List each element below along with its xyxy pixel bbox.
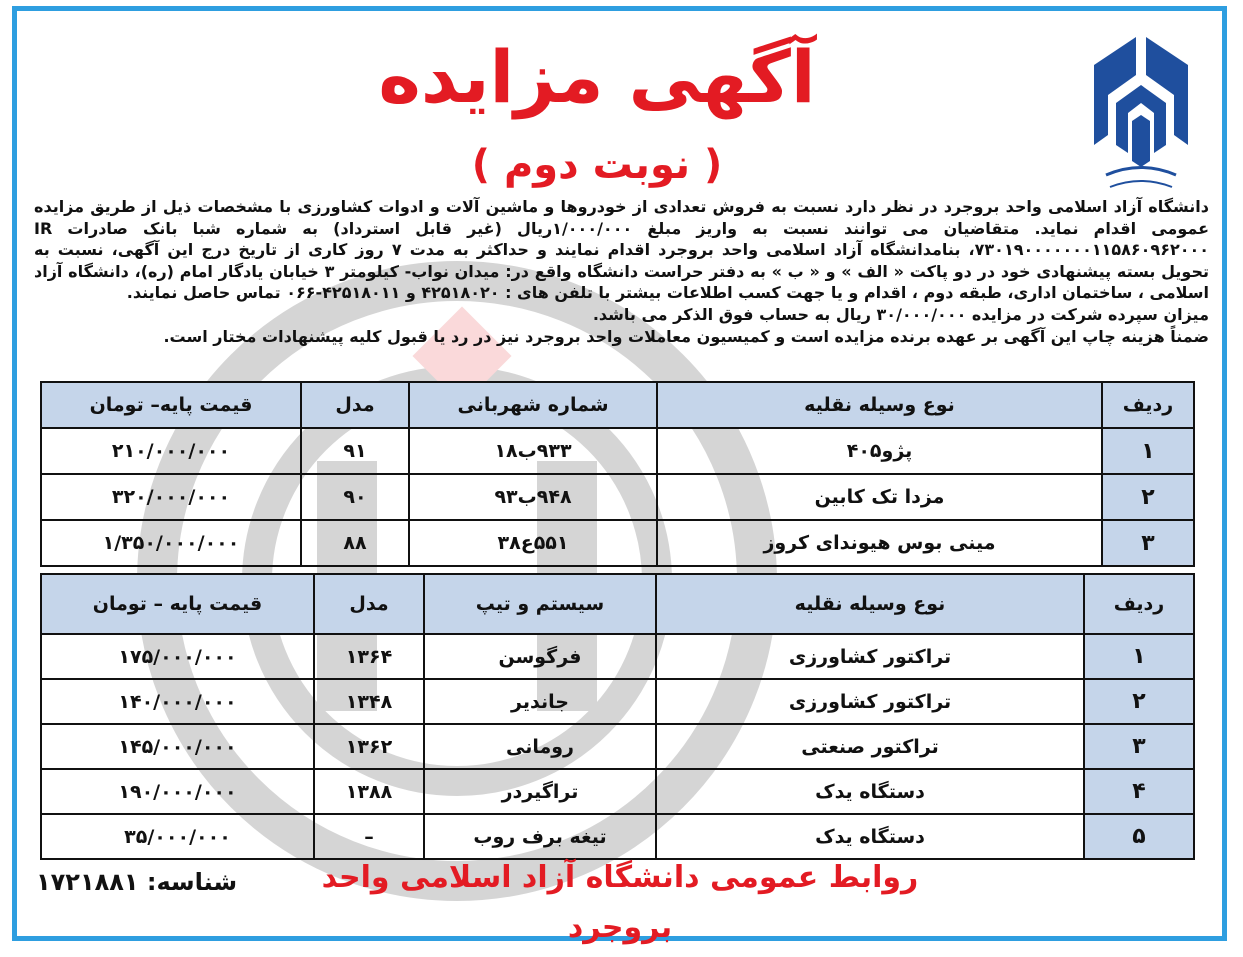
model-year: ۱۳۶۲ [314, 724, 424, 769]
row-index: ۳ [1084, 724, 1194, 769]
plate-number: ۵۵۱ع۳۸ [409, 520, 657, 566]
header-cell: نوع وسیله نقلیه [657, 382, 1102, 428]
system-type: رومانی [424, 724, 656, 769]
row-index: ۲ [1084, 679, 1194, 724]
code-label: شناسه: [146, 868, 238, 896]
vehicles-table [40, 381, 1195, 567]
vehicle-type: مزدا تک کابین [657, 474, 1102, 520]
vehicle-type: دستگاه یدک [656, 814, 1084, 859]
ad-subtitle: ( نوبت دوم ) [471, 142, 723, 188]
vehicle-type: دستگاه یدک [656, 769, 1084, 814]
model-year: ۱۳۶۴ [314, 634, 424, 679]
model-year: ۸۸ [301, 520, 409, 566]
body-deposit-line: میزان سپرده شرکت در مزایده ۳۰/۰۰۰/۰۰۰ ریال به حساب فوق الذکر می باشد. [592, 304, 1209, 324]
university-logo-icon [1086, 25, 1196, 205]
model-year: – [314, 814, 424, 859]
vehicle-type: مینی بوس هیوندای کروز [657, 520, 1102, 566]
model-year: ۱۳۴۸ [314, 679, 424, 724]
header-cell: ردیف [1102, 382, 1194, 428]
base-price: ۳۲۰/۰۰۰/۰۰۰ [41, 474, 301, 520]
header-cell: شماره شهربانی [409, 382, 657, 428]
row-index: ۱ [1084, 634, 1194, 679]
vehicle-type: تراکتور کشاورزی [656, 679, 1084, 724]
table-row [41, 474, 1194, 520]
header-cell: مدل [314, 574, 424, 634]
model-year: ۹۱ [301, 428, 409, 474]
table-header-row [41, 382, 1194, 428]
table-header-row [41, 574, 1194, 634]
table-row [41, 769, 1194, 814]
table-row [41, 634, 1194, 679]
row-index: ۳ [1102, 520, 1194, 566]
table-row [41, 724, 1194, 769]
system-type: جاندیر [424, 679, 656, 724]
header-cell: قیمت پایه– تومان [41, 382, 301, 428]
row-index: ۴ [1084, 769, 1194, 814]
base-price: ۲۱۰/۰۰۰/۰۰۰ [41, 428, 301, 474]
base-price: ۳۵/۰۰۰/۰۰۰ [41, 814, 314, 859]
header-cell: نوع وسیله نقلیه [656, 574, 1084, 634]
system-type: فرگوسن [424, 634, 656, 679]
base-price: ۱۹۰/۰۰۰/۰۰۰ [41, 769, 314, 814]
ad-title: آگهی مزایده [378, 35, 816, 119]
row-index: ۱ [1102, 428, 1194, 474]
body-note-line: ضمناً هزینه چاپ این آگهی بر عهده برنده مزایده است و کمیسیون معاملات واحد بروجرد نیز در رد یا قبول کلیه پیشنهادات مختار است. [163, 326, 1209, 346]
table-row [41, 428, 1194, 474]
vehicle-type: پژو۴۰۵ [657, 428, 1102, 474]
header-cell: سیستم و تیپ [424, 574, 656, 634]
header-cell: قیمت پایه – تومان [41, 574, 314, 634]
table-row [41, 520, 1194, 566]
ad-body [34, 196, 1209, 347]
base-price: ۱۷۵/۰۰۰/۰۰۰ [41, 634, 314, 679]
ad-code [36, 862, 276, 902]
system-type: تیغه برف روب [424, 814, 656, 859]
header-cell: مدل [301, 382, 409, 428]
plate-number: ۹۴۸ب۹۳ [409, 474, 657, 520]
table-row [41, 679, 1194, 724]
vehicle-type: تراکتور صنعتی [656, 724, 1084, 769]
system-type: تراگیردر [424, 769, 656, 814]
vehicle-type: تراکتور کشاورزی [656, 634, 1084, 679]
row-index: ۲ [1102, 474, 1194, 520]
row-index: ۵ [1084, 814, 1194, 859]
base-price: ۱۴۵/۰۰۰/۰۰۰ [41, 724, 314, 769]
base-price: ۱۴۰/۰۰۰/۰۰۰ [41, 679, 314, 724]
code-value: ۱۷۲۱۸۸۱ [36, 868, 139, 896]
body-paragraph-main: دانشگاه آزاد اسلامی واحد بروجرد در نظر دارد نسبت به فروش تعدادی از خودروها و ماشین آلات و ادوات کشاورزی با مشخصات ذیل از طریق مزایده عمومی اقدام نماید. متقاضیان می توانند نسبت به واریز مبلغ ۱/۰۰۰/۰۰۰ریال (غیر قابل استرداد) به شماره شبا بانک صادرات IR ۷۳۰۱۹۰۰۰۰۰۰۰۱۱۵۸۶۰۹۶۲۰۰۰، بنامدانشگاه آزاد اسلامی واحد بروجرد اقدام نمایند و حداکثر به مدت ۷ روز کاری از تاریخ درج این آگهی، نسبت به تحویل بسته پیشنهادی خود در دو پاکت « الف » و « ب » به دفتر حراست دانشگاه واقع در: میدان نواب- کیلومتر ۳ خیابان یادگار امام (ره)، دانشگاه آزاد اسلامی ، ساختمان اداری، طبقه دوم ، اقدام و یا جهت کسب اطلاعات بیشتر با تلفن های : ۴۲۵۱۸۰۲۰ و ۴۲۵۱۸۰۱۱-۰۶۶ تماس حاصل نمایند. [34, 197, 1210, 303]
signature-line: روابط عمومی دانشگاه آزاد اسلامی واحد بروجرد [321, 860, 919, 945]
base-price: ۱/۳۵۰/۰۰۰/۰۰۰ [41, 520, 301, 566]
machinery-table [40, 573, 1195, 860]
model-year: ۹۰ [301, 474, 409, 520]
model-year: ۱۳۸۸ [314, 769, 424, 814]
header-cell: ردیف [1084, 574, 1194, 634]
plate-number: ۹۳۳ب۱۸ [409, 428, 657, 474]
